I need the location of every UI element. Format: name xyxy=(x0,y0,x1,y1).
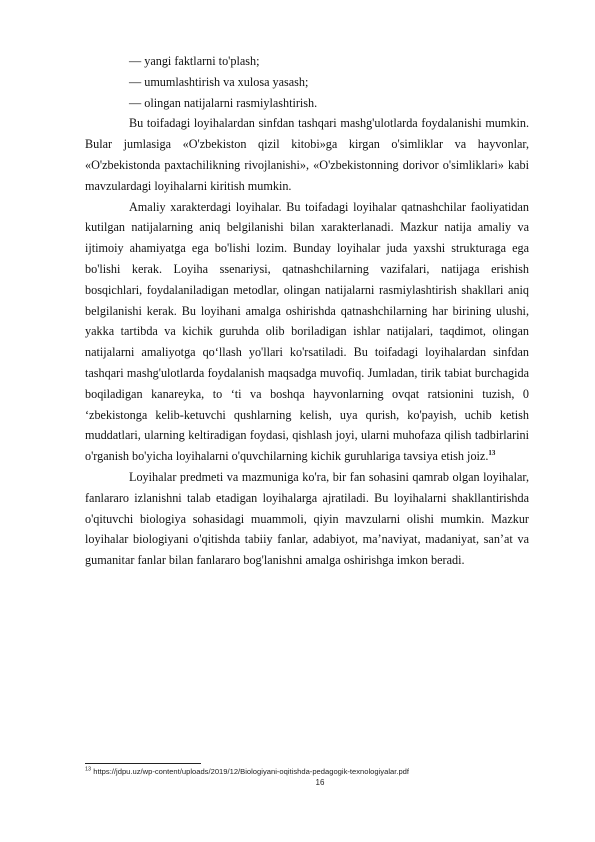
paragraph-extracurricular xyxy=(85,113,529,196)
list-item: — umumlashtirish va xulosa yasash; xyxy=(129,74,309,89)
paragraph-text: Amaliy xarakterdagi loyihalar. Bu toifadagi loyihalar qatnashchilar faoliyatidan kutilgan natijalarning aniq belgilanishi bilan xarakterlanadi. Mazkur natija amaliy va ijtimoiy ahamiyatga ega bo'lishi lozim. Bunday loyihalar juda yaxshi strukturaga ega bo'lishi kerak. Loyiha ssenariysi, qatnashchilarning vazifalari, natijaga erishish bosqichlari, foydalaniladigan metodlar, olingan natijalarni rasmiylashtirish shakllari aniq belgilanishi kerak. Bu loyihani amalga oshirishda qatnashchilarning har birining ulushi, yakka tartibda va kichik guruhda olib boriladigan ishlar natijalari, taqdimot, olingan natijalarni amaliyotga qo‘llash yo'llari ko'rsatiladi. Bu toifadagi loyihalardan sinfdan tashqari mashg'ulotlarda foydalanish maqsadga muvofiq. Jumladan, tirik tabiat burchagida boqiladigan kanareyka, to ‘ti va boshqa hayvonlarning ovqat ratsionini tuzish, 0 ‘zbekistonga kelib-ketuvchi qushlarning kelish, uya qurish, ko'payish, uchib ketish muddatlari, ularning keltiradigan foydasi, qishlash joyi, ularni muhofaza qilish tadbirlarini o'rganish bo'yicha loyihalarni o'quvchilarning kichik guruhlariga tavsiya etish joiz. xyxy=(85,199,529,464)
list-item: — yangi faktlarni to'plash; xyxy=(129,54,260,68)
paragraph-interdisciplinary xyxy=(85,467,529,571)
footnote xyxy=(85,766,529,777)
paragraph-text: Loyihalar predmeti va mazmuniga ko'ra, bir fan sohasini qamrab olgan loyihalar, fanlararo izlanishni talab etadigan loyihalarga ajratiladi. Bu loyihalarni shakllantirishda o'qituvchi biologiya sohasidagi muammoli, qiyin mavzularni olishi mumkin. Mazkur loyihalar biologiyani o'qitishda tabiiy fanlar, adabiyot, ma’naviyat, madaniyat, san’at va gumanitar fanlar bilan fanlararo bog'lanishni amalga oshirishga imkon beradi. xyxy=(85,469,529,568)
page-number: 16 xyxy=(315,778,325,787)
paragraph-practical-projects xyxy=(85,197,529,467)
list-item: — olingan natijalarni rasmiylashtirish. xyxy=(129,95,318,110)
body-text xyxy=(85,51,529,571)
footnote-divider xyxy=(85,763,201,764)
footnote-link[interactable]: https://jdpu.uz/wp-content/uploads/2019/12/Biologiyani-oqitishda-pedagogik-texnologiyalar.pdf xyxy=(91,767,410,776)
footnote-reference[interactable]: 13 xyxy=(488,449,496,458)
footnote-number: 13 xyxy=(85,766,92,773)
paragraph-text: Bu toifadagi loyihalardan sinfdan tashqari mashg'ulotlarda foydalanishi mumkin. Bular jumlasiga «O'zbekiston qizil kitobi»ga kirgan o'simliklar va hayvonlar, «O'zbekistonda paxtachilikning rivojlanishi», «O'zbekistonning dorivor o'simliklari» kabi mavzulardagi loyihalarni kiritish mumkin. xyxy=(85,116,529,193)
